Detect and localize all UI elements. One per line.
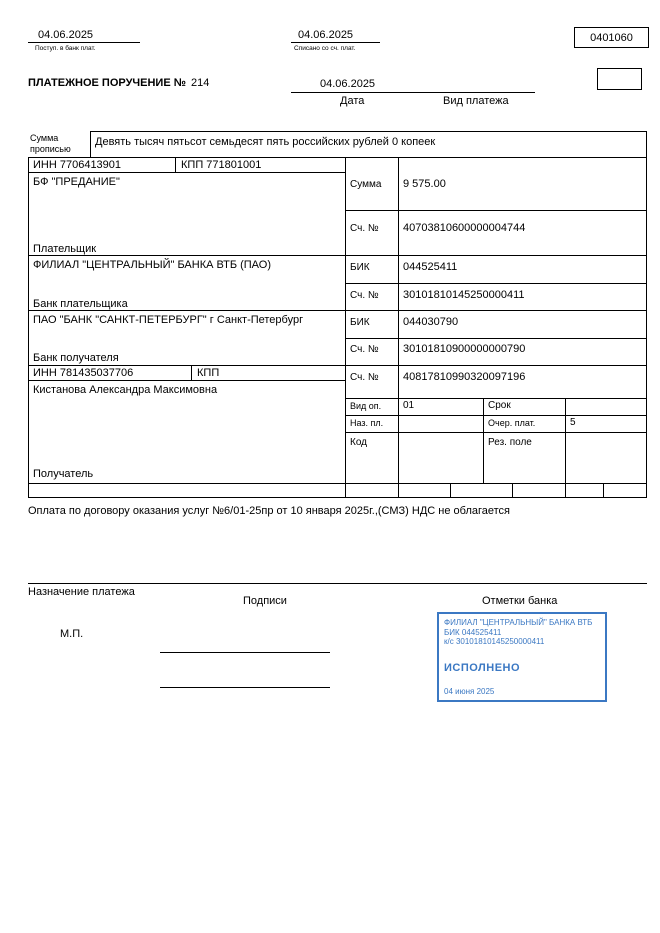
table-rule (345, 415, 647, 416)
stamp-bik: БИК 044525411 (444, 628, 502, 637)
amount-label: Сумма (350, 179, 382, 190)
received-date-caption: Поступ. в банк плат. (35, 45, 96, 52)
debited-date: 04.06.2025 (298, 29, 354, 41)
payee-kpp: КПП (197, 367, 220, 379)
bank-marks-caption: Отметки банка (482, 595, 558, 607)
bottom-cell-divider (512, 483, 513, 497)
inn-kpp-divider (191, 365, 192, 380)
payer-bank-account-label: Сч. № (350, 290, 379, 301)
signature-line (160, 652, 330, 653)
payee-bank-name: ПАО "БАНК "САНКТ-ПЕТЕРБУРГ" г Санкт-Петербург (33, 314, 304, 326)
payee-account: 40817810990320097196 (403, 371, 526, 383)
stamp-status: ИСПОЛНЕНО (444, 662, 521, 674)
payer-account-label: Сч. № (350, 223, 379, 234)
amount-words-label: Сумма прописью (30, 133, 71, 155)
debited-date-caption: Списано со сч. плат. (294, 45, 356, 52)
table-rule (345, 398, 647, 399)
table-rule (345, 338, 647, 339)
table-rule (345, 283, 647, 284)
op-kind-value: 01 (403, 400, 415, 411)
payer-caption: Плательщик (33, 243, 97, 255)
received-date: 04.06.2025 (38, 29, 94, 41)
form-code: 0401060 (590, 31, 633, 44)
payer-inn: ИНН 7706413901 (33, 159, 122, 171)
document-title-label: ПЛАТЕЖНОЕ ПОРУЧЕНИЕ № (28, 77, 186, 89)
table-rule (28, 483, 647, 484)
payee-name: Кистанова Александра Максимовна (33, 384, 218, 396)
received-date-underline (28, 42, 140, 43)
payer-name: БФ "ПРЕДАНИЕ" (33, 176, 120, 188)
table-rule (345, 210, 647, 211)
payee-bank-account-label: Сч. № (350, 344, 379, 355)
date-caption: Дата (340, 95, 365, 107)
reserve-label: Рез. поле (488, 437, 532, 448)
document-number: 214 (190, 77, 210, 89)
table-rule (28, 380, 345, 381)
table-rule (28, 172, 345, 173)
payee-bank-caption: Банк получателя (33, 352, 119, 364)
priority-label: Очер. плат. (488, 418, 536, 428)
table-rule (28, 157, 647, 158)
amount-value: 9 575.00 (403, 178, 446, 190)
amount-words-divider (90, 131, 91, 157)
payer-bank-name: ФИЛИАЛ "ЦЕНТРАЛЬНЫЙ" БАНКА ВТБ (ПАО) (33, 259, 271, 271)
details-col-divider (565, 398, 566, 497)
payee-inn: ИНН 781435037706 (33, 367, 134, 379)
bottom-cell-divider (450, 483, 451, 497)
op-kind-label: Вид оп. (350, 401, 382, 411)
debited-date-underline (291, 42, 380, 43)
form-code-box (574, 27, 649, 48)
payment-kind-box (597, 68, 642, 90)
priority-value: 5 (570, 417, 576, 428)
payee-account-label: Сч. № (350, 372, 379, 383)
purpose-text: Оплата по договору оказания услуг №6/01-25пр от 10 января 2025г.,(СМЗ) НДС не облагается (28, 505, 511, 517)
table-col-divider (345, 157, 346, 497)
table-right-border (646, 131, 647, 497)
payer-bank-caption: Банк плательщика (33, 298, 128, 310)
stamp-corr-account: к/с 30101810145250000411 (444, 637, 545, 646)
bottom-cell-divider (603, 483, 604, 497)
payee-caption: Получатель (33, 468, 94, 480)
document-title (28, 77, 209, 90)
table-rule (28, 365, 647, 366)
payer-bank-bik-label: БИК (350, 262, 370, 273)
table-rule (28, 255, 647, 256)
stamp-date: 04 июня 2025 (444, 687, 495, 696)
table-rule (345, 432, 647, 433)
payer-kpp: КПП 771801001 (181, 159, 262, 171)
table-col-divider (398, 157, 399, 497)
table-left-border (28, 157, 29, 497)
stamp-place-caption: М.П. (60, 628, 84, 640)
payee-bank-account: 30101810900000000790 (403, 343, 526, 355)
purpose-rule (28, 583, 647, 584)
payer-bank-bik: 044525411 (403, 261, 458, 273)
payee-bank-bik-label: БИК (350, 317, 370, 328)
signatures-caption: Подписи (243, 595, 287, 607)
purpose-caption: Назначение платежа (28, 586, 135, 598)
table-rule (28, 497, 647, 498)
purpose-code-label: Наз. пл. (350, 418, 384, 428)
amount-words-value: Девять тысяч пятьсот семьдесят пять российских рублей 0 копеек (95, 136, 436, 148)
payee-bank-bik: 044030790 (403, 316, 459, 328)
payer-bank-account: 30101810145250000411 (403, 289, 525, 301)
inn-kpp-divider (175, 157, 176, 172)
term-label: Срок (488, 400, 511, 411)
payer-account: 40703810600000004744 (403, 222, 526, 234)
stamp-bank-name: ФИЛИАЛ "ЦЕНТРАЛЬНЫЙ" БАНКА ВТБ (444, 618, 593, 627)
code-label: Код (350, 437, 368, 448)
signature-line (160, 687, 330, 688)
payment-kind-caption: Вид платежа (443, 95, 509, 107)
document-date: 04.06.2025 (320, 78, 376, 90)
bank-stamp (437, 612, 607, 702)
title-underline (291, 92, 535, 93)
amount-words-top-rule (90, 131, 647, 132)
details-col-divider (483, 398, 484, 483)
